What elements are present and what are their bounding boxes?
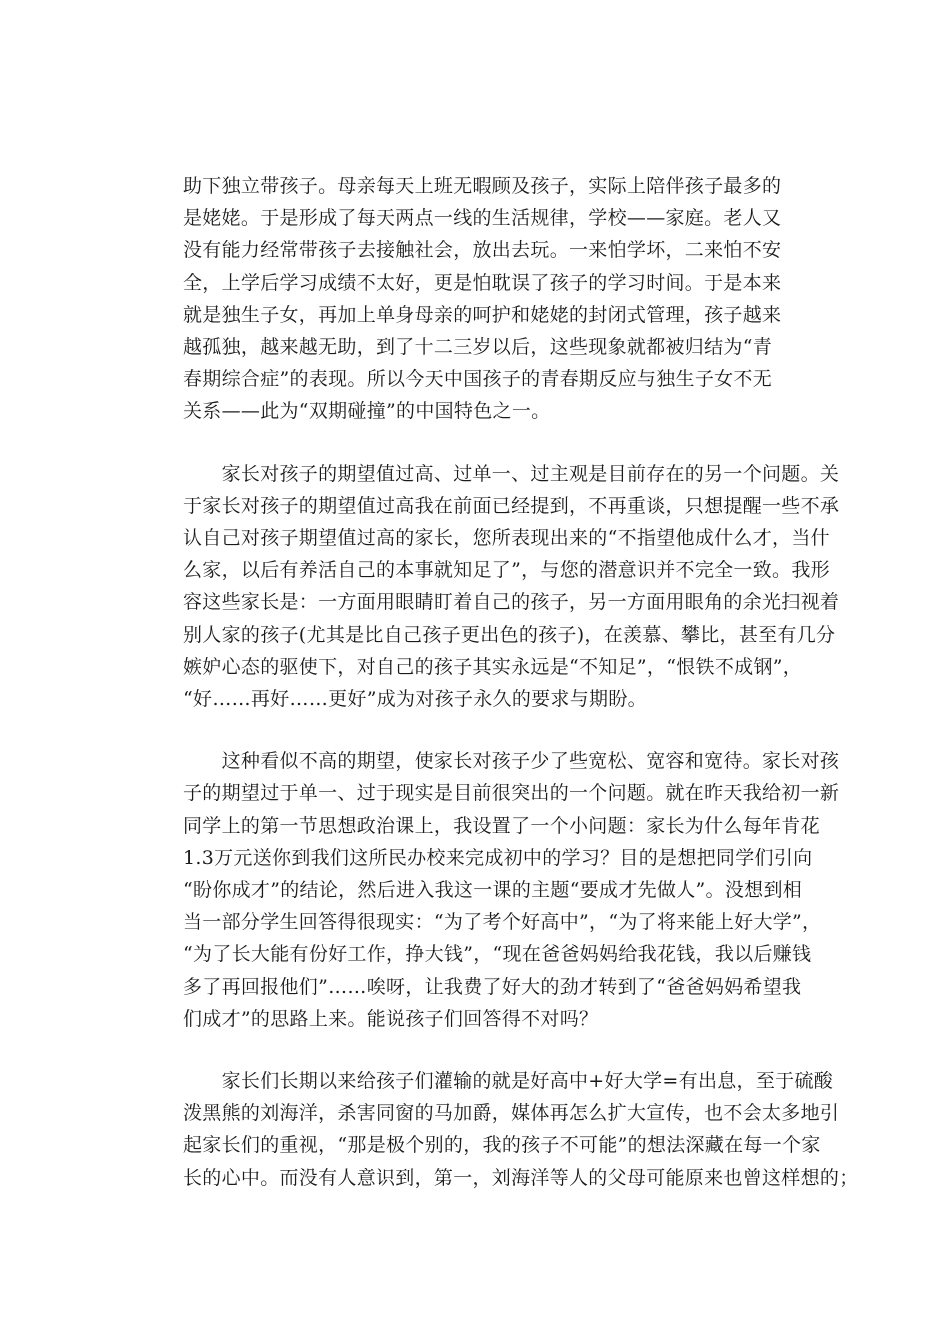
text-line: 长的心中。而没有人意识到，第一，刘海洋等人的父母可能原来也曾这样想的； — [183, 1166, 859, 1189]
text-line: 容这些家长是：一方面用眼睛盯着自己的孩子，另一方面用眼角的余光扫视着 — [183, 591, 840, 614]
text-line: 们成才”的思路上来。能说孩子们回答得不对吗？ — [183, 1007, 599, 1030]
text-line: 多了再回报他们”……唉呀，让我费了好大的劲才转到了“爸爸妈妈希望我 — [183, 975, 802, 998]
text-line: 嫉妒心态的驱使下，对自己的孩子其实永远是“不知足”，“恨铁不成钢”， — [183, 655, 803, 678]
text-line: 同学上的第一节思想政治课上，我设置了一个小问题：家长为什么每年肯花 — [183, 814, 820, 837]
text-line: 关系——此为“双期碰撞”的中国特色之一。 — [183, 400, 551, 423]
text-line: 这种看似不高的期望，使家长对孩子少了些宽松、宽容和宽待。家长对孩 — [183, 750, 840, 773]
text-line: 当一部分学生回答得很现实：“为了考个好高中”，“为了将来能上好大学”， — [183, 911, 822, 934]
text-line: 子的期望过于单一、过于现实是目前很突出的一个问题。就在昨天我给初一新 — [183, 782, 840, 805]
text-line: 就是独生子女，再加上单身母亲的呵护和姥姥的封闭式管理，孩子越来 — [183, 303, 782, 326]
text-line: 家长对孩子的期望值过高、过单一、过主观是目前存在的另一个问题。关 — [183, 462, 840, 485]
text-line: 起家长们的重视，“那是极个别的，我的孩子不可能”的想法深藏在每一个家 — [183, 1134, 821, 1157]
text-line: 助下独立带孩子。母亲每天上班无暇顾及孩子，实际上陪伴孩子最多的 — [183, 175, 782, 197]
text-line: 越孤独，越来越无助，到了十二三岁以后，这些现象就都被归结为“青 — [183, 336, 773, 359]
paragraph-2 — [183, 458, 840, 716]
paragraph-3 — [183, 745, 840, 1035]
paragraph-1 — [183, 170, 783, 428]
paragraph-gap — [183, 715, 783, 745]
text-line: 认自己对孩子期望值过高的家长，您所表现出来的“不指望他成什么才，当什 — [183, 527, 830, 550]
document-page — [183, 170, 859, 1194]
text-line: 1.3万元送你到我们这所民办校来完成初中的学习？目的是想把同学们引向 — [183, 846, 813, 869]
text-line: 家长们长期以来给孩子们灌输的就是好高中+好大学=有出息，至于硫酸 — [183, 1070, 834, 1093]
text-line: 是姥姥。于是形成了每天两点一线的生活规律，学校——家庭。老人又 — [183, 207, 782, 230]
text-line: “盼你成才”的结论，然后进入我这一课的主题“要成才先做人”。没想到相 — [183, 879, 803, 902]
text-line: “好……再好……更好”成为对孩子永久的要求与期盼。 — [183, 688, 647, 711]
text-line: 泼黑熊的刘海洋，杀害同窗的马加爵，媒体再怎么扩大宣传，也不会太多地引 — [183, 1102, 840, 1125]
text-line: “为了长大能有份好工作，挣大钱”，“现在爸爸妈妈给我花钱，我以后赚钱 — [183, 943, 812, 966]
text-line: 别人家的孩子(尤其是比自己孩子更出色的孩子)，在羡慕、攀比，甚至有几分 — [183, 623, 836, 646]
paragraph-gap — [183, 428, 783, 458]
text-line: 全，上学后学习成绩不太好，更是怕耽误了孩子的学习时间。于是本来 — [183, 271, 782, 294]
paragraph-gap — [183, 1035, 783, 1065]
text-line: 于家长对孩子的期望值过高我在前面已经提到，不再重谈，只想提醒一些不承 — [183, 494, 840, 517]
text-line: 没有能力经常带孩子去接触社会，放出去玩。一来怕学坏，二来怕不安 — [183, 239, 782, 262]
paragraph-4 — [183, 1065, 859, 1194]
text-line: 春期综合症”的表现。所以今天中国孩子的青春期反应与独生子女不无 — [183, 368, 773, 391]
text-line: 么家，以后有养活自己的本事就知足了”，与您的潜意识并不完全一致。我形 — [183, 559, 830, 582]
